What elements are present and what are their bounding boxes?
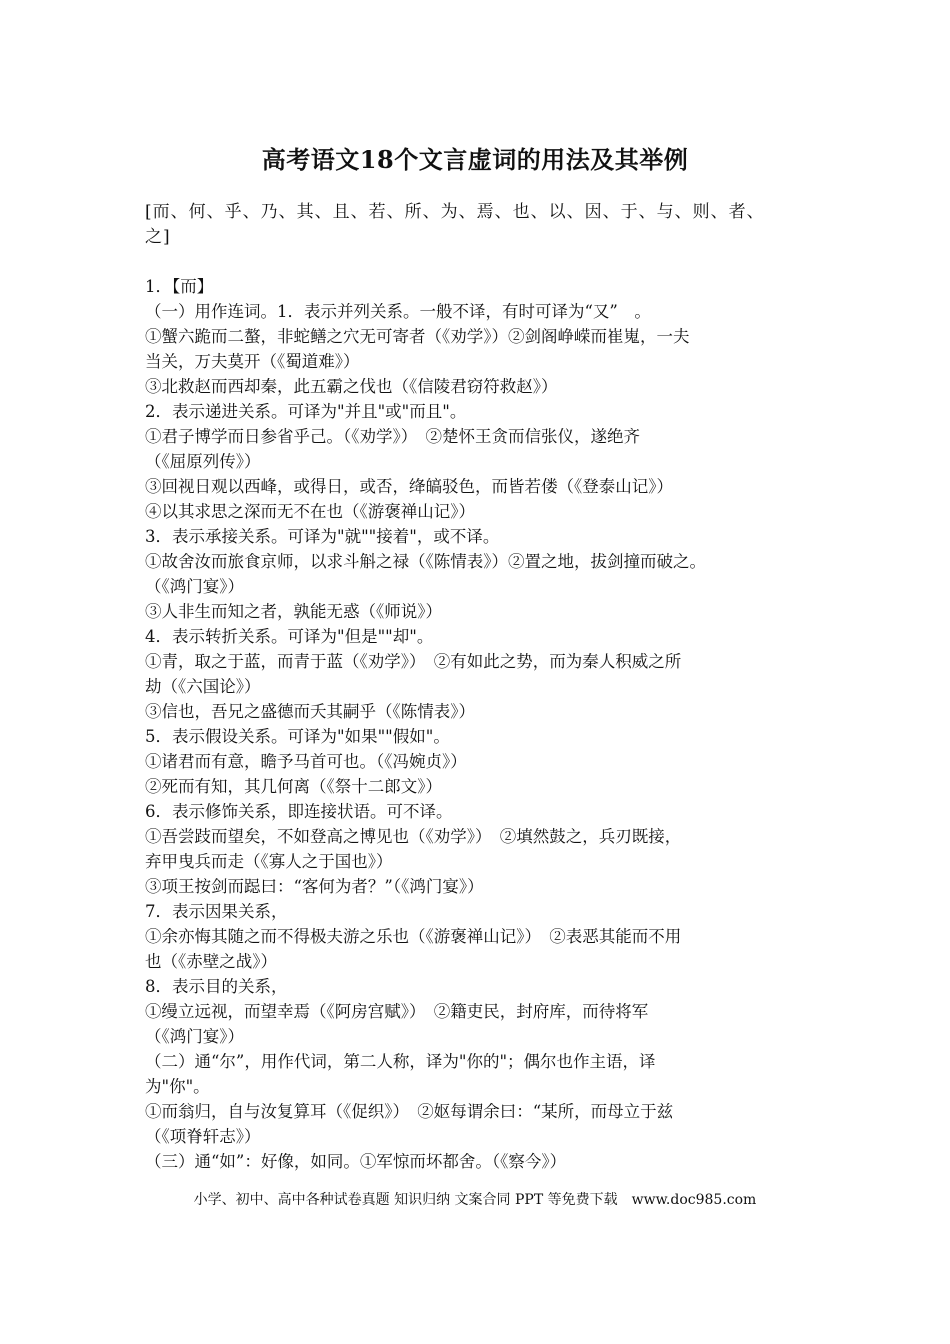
section-heading: 1．【而】 (145, 277, 214, 296)
usage-heading: 5．表示假设关系。可译为"如果""假如"。 (145, 727, 450, 746)
page-footer: 小学、初中、高中各种试卷真题 知识归纳 文案合同 PPT 等免费下载 www.doc985.com (193, 1192, 757, 1208)
example-line: ③项王按剑而跽曰：“客何为者？”（《鸿门宴》） (145, 877, 484, 896)
example-line: ③信也，吾兄之盛德而夭其嗣乎（《陈情表》） (145, 702, 475, 721)
usage-heading: 7．表示因果关系， (145, 902, 288, 921)
example-line: 也（《赤壁之战》） (145, 952, 277, 971)
example-line: ③北救赵而西却秦，此五霸之伐也（《信陵君窃符救赵》） (145, 377, 558, 396)
example-line: 当关，万夫莫开（《蜀道难》） (145, 352, 360, 371)
usage-heading: 3．表示承接关系。可译为"就""接着"，或不译。 (145, 527, 500, 546)
example-line: （《鸿门宴》） (145, 1027, 244, 1046)
example-line: ①蟹六跪而二螯，非蛇鳝之穴无可寄者（《劝学》）②剑阁峥嵘而崔嵬，一夫 (145, 327, 690, 346)
example-line: 劫（《六国论》） (145, 677, 261, 696)
example-line: ①诸君而有意，瞻予马首可也。（《冯婉贞》） (145, 752, 467, 771)
example-line: ①青，取之于蓝，而青于蓝（《劝学》） ②有如此之势，而为秦人积威之所 (145, 652, 682, 671)
example-line: 弃甲曳兵而走（《寡人之于国也》） (145, 852, 393, 871)
example-line: ①吾尝跂而望矣，不如登高之博见也（《劝学》） ②填然鼓之，兵刃既接， (145, 827, 682, 846)
example-line: ③回视日观以西峰，或得日，或否，绛皜驳色，而皆若偻（《登泰山记》） (145, 477, 673, 496)
subsection-heading: （三）通“如”：好像，如同。①军惊而坏都舍。（《察今》） (145, 1152, 567, 1171)
example-line: ①缦立远视，而望幸焉（《阿房宫赋》） ②籍吏民，封府库，而待将军 (145, 1002, 649, 1021)
page-title: 高考语文18个文言虚词的用法及其举例 (261, 145, 689, 174)
document-body (145, 274, 825, 1174)
example-line: （《屈原列传》） (145, 452, 261, 471)
example-line: ①而翁归，自与汝复算耳（《促织》） ②妪每谓余曰：“某所，而母立于兹 (145, 1102, 674, 1121)
subsection-heading: （二）通“尔”，用作代词，第二人称，译为"你的"；偶尔也作主语，译 (145, 1052, 656, 1071)
usage-heading: 6．表示修饰关系，即连接状语。可不译。 (145, 802, 453, 821)
example-line: ②死而有知，其几何离（《祭十二郎文》） (145, 777, 442, 796)
function-word-list (145, 200, 810, 250)
example-line: ①故舍汝而旅食京师，以求斗斛之禄（《陈情表》）②置之地，拔剑撞而破之。 (145, 552, 706, 571)
example-line: （《项脊轩志》） (145, 1127, 261, 1146)
subsection-heading: 为"你"。 (145, 1077, 210, 1096)
example-line: ①余亦悔其随之而不得极夫游之乐也（《游褒禅山记》） ②表恶其能而不用 (145, 927, 682, 946)
subsection-heading: （一）用作连词。1．表示并列关系。一般不译，有时可译为“又” 。 (145, 302, 651, 321)
usage-heading: 8．表示目的关系， (145, 977, 288, 996)
example-line: ④以其求思之深而无不在也（《游褒禅山记》） (145, 502, 475, 521)
usage-heading: 2．表示递进关系。可译为"并且"或"而且"。 (145, 402, 467, 421)
function-word-list-line-2: 之] (145, 227, 171, 247)
example-line: （《鸿门宴》） (145, 577, 244, 596)
function-word-list-line-1: [而、何、乎、乃、其、且、若、所、为、焉、也、以、因、于、与、则、者、 (145, 202, 765, 222)
usage-heading: 4．表示转折关系。可译为"但是""却"。 (145, 627, 434, 646)
example-line: ①君子博学而日参省乎己。（《劝学》） ②楚怀王贪而信张仪，遂绝齐 (145, 427, 640, 446)
example-line: ③人非生而知之者，孰能无惑（《师说》） (145, 602, 442, 621)
